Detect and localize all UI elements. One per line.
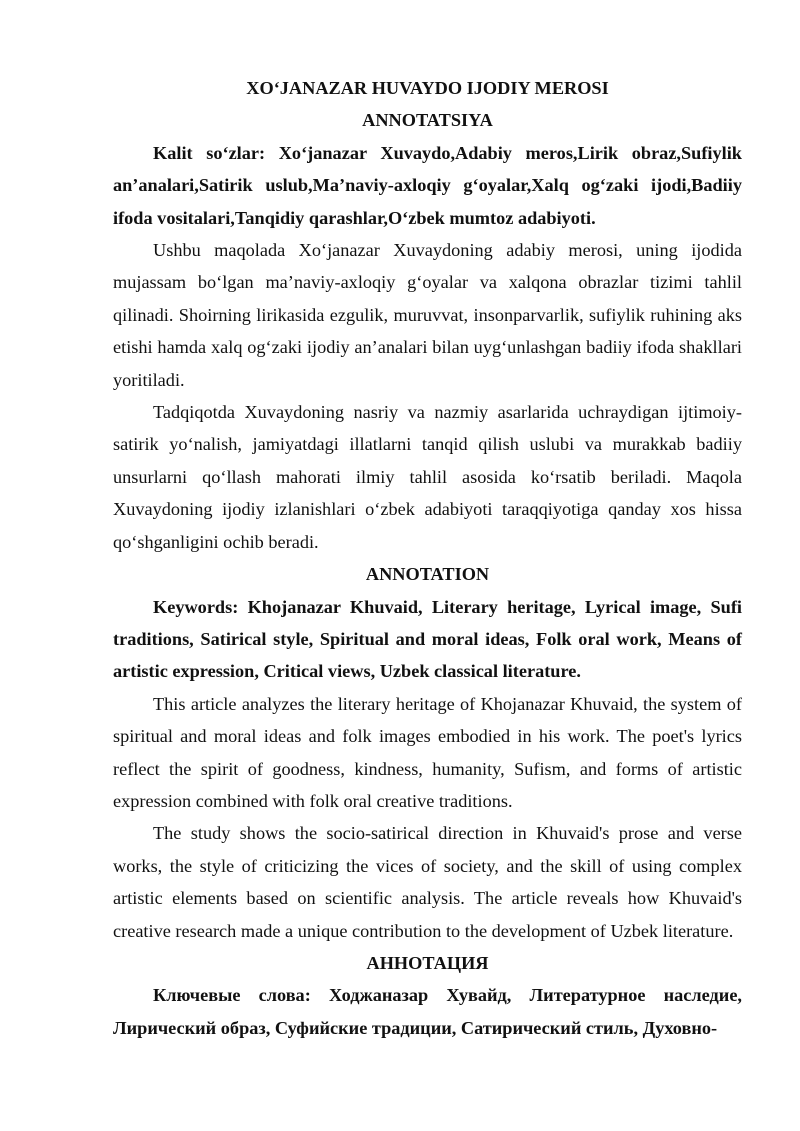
uz-keywords [113, 137, 742, 234]
en-keywords-text: Khojanazar Khuvaid, Literary heritage, Lyrical image, Sufi traditions, Satirical style, Spiritual and moral ideas, Folk oral work, Means of artistic expression, Critical views, Uzbek classical literature. [113, 596, 742, 682]
ru-keywords [113, 979, 742, 1044]
ru-keywords-label: Ключевые слова: [153, 985, 311, 1006]
uz-paragraph-2: Tadqiqotda Xuvaydoning nasriy va nazmiy asarlarida uchraydigan ijtimoiy-satirik yo‘nalish, jamiyatdagi illatlarni tanqid qilish uslubi va murakkab badiiy unsurlarni qo‘llash mahorati ilmiy tahlil asosida ko‘rsatib beriladi. Maqola Xuvaydoning ijodiy izlanishlari o‘zbek adabiyoti taraqqiyotiga qanday xos hissa qo‘shganligini ochib beradi. [113, 402, 742, 552]
en-paragraph-1: This article analyzes the literary heritage of Khojanazar Khuvaid, the system of spiritual and moral ideas and folk images embodied in his work. The poet's lyrics reflect the spirit of goodness, kindness, humanity, Sufism, and forms of artistic expression combined with folk oral creative traditions. [113, 693, 742, 811]
uz-paragraph-1: Ushbu maqolada Xo‘janazar Xuvaydoning adabiy merosi, uning ijodida mujassam bo‘lgan ma’naviy-axloqiy g‘oyalar va xalqona obrazlar tizimi tahlil qilinadi. Shoirning lirikasida ezgulik, muruvvat, insonparvarlik, sufiylik ruhining aks etishi hamda xalq og‘zaki ijodiy an’analari bilan uyg‘unlashgan badiiy ifoda shakllari yoritiladi. [113, 240, 742, 390]
article-title: XO‘JANAZAR HUVAYDO IJODIY MEROSI [246, 78, 609, 98]
document-page [113, 72, 742, 1044]
en-annotation-heading: ANNOTATION [365, 564, 490, 585]
uz-annotation-heading: ANNOTATSIYA [362, 110, 493, 131]
en-paragraph-2: The study shows the socio-satirical direction in Khuvaid's prose and verse works, the style of criticizing the vices of society, and the skill of using complex artistic elements based on scientific analysis. The article reveals how Khuvaid's creative research made a unique contribution to the development of Uzbek literature. [113, 823, 742, 941]
en-keywords [113, 591, 742, 688]
uz-keywords-text: Xo‘janazar Xuvaydo,Adabiy meros,Lirik obraz,Sufiylik an’analari,Satirik uslub,Ma’naviy-axloqiy g‘oyalar,Xalq og‘zaki ijodi,Badiiy ifoda vositalari,Tanqidiy qarashlar,O‘zbek mumtoz adabiyoti. [113, 142, 742, 228]
en-keywords-label: Keywords: [153, 596, 239, 617]
ru-keywords-text: Ходжаназар Хувайд, Литературное наследие, Лирический образ, Суфийские традиции, Сатирический стиль, Духовно- [113, 985, 742, 1038]
ru-annotation-heading: АННОТАЦИЯ [366, 952, 489, 973]
uz-keywords-label: Kalit so‘zlar: [153, 142, 266, 163]
